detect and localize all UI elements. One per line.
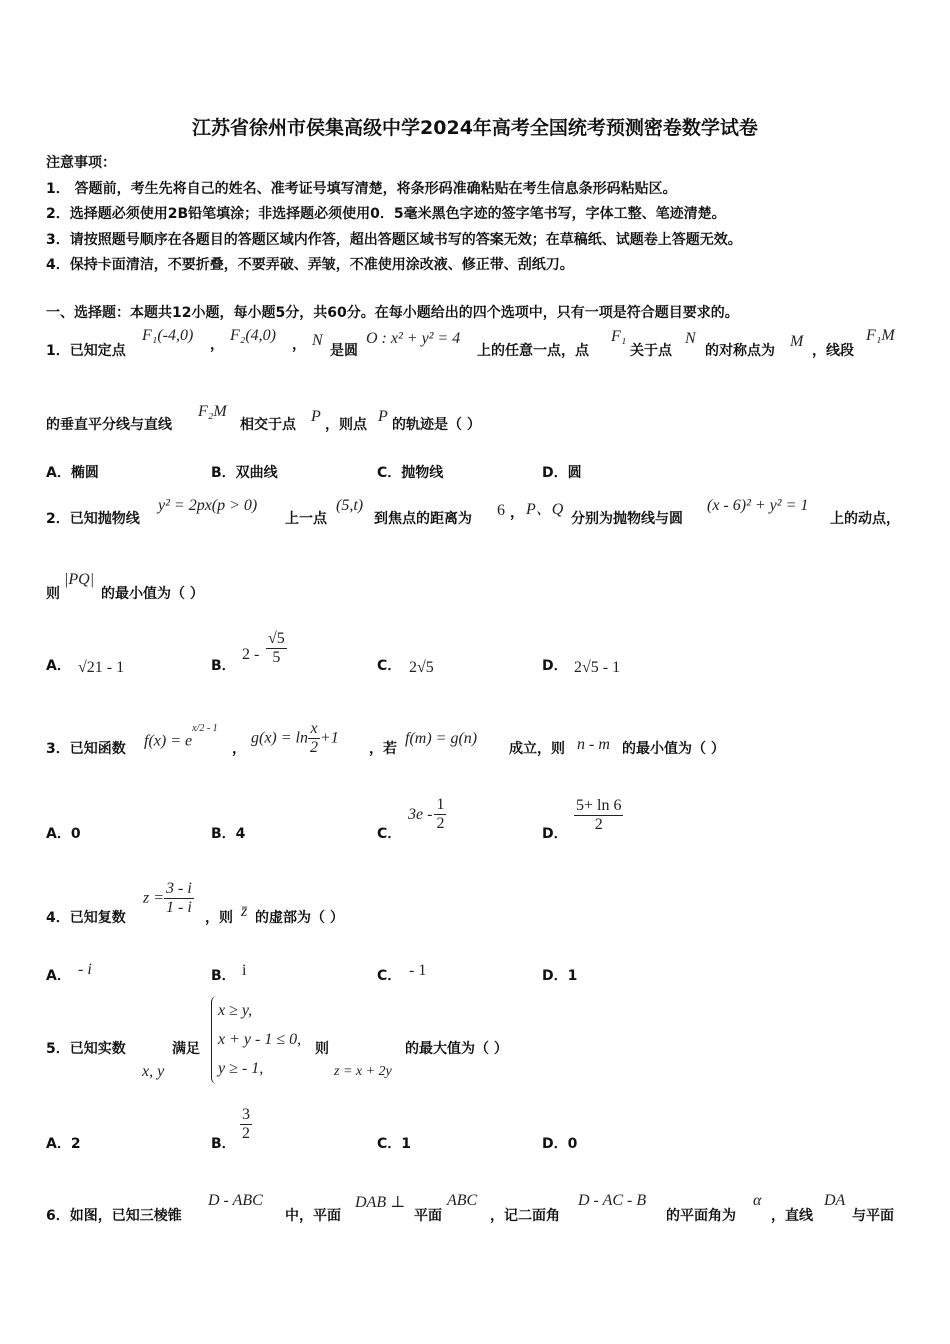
q3-option-c-prefix: 3e - xyxy=(408,805,433,823)
q1-text-5: 的对称点为 xyxy=(705,343,775,359)
q3-math-f-exponent: x/2 - 1 xyxy=(192,723,218,734)
q3-option-d-numerator: 5+ ln 6 xyxy=(576,797,622,814)
q5-option-a[interactable]: A．2 xyxy=(46,1136,81,1152)
q1-comma-2: ， xyxy=(292,337,306,353)
notice-heading: 注意事项： xyxy=(46,155,116,171)
q2-option-b-numerator: √5 xyxy=(268,630,285,647)
q3-math-nm: n - m xyxy=(577,736,610,753)
q2-math-six: 6 xyxy=(497,502,505,519)
q6-text-3: 平面 xyxy=(414,1208,442,1224)
q3-option-d[interactable]: D． xyxy=(542,826,568,842)
q6-text-2: 中，平面 xyxy=(285,1208,341,1224)
q1-text-1: 1．已知定点 xyxy=(46,343,126,359)
q4-text-1: 4．已知复数 xyxy=(46,910,126,926)
q2-option-b-denominator: 5 xyxy=(272,649,281,666)
q1-math-p: P xyxy=(311,408,321,425)
q3-text-4: 的最小值为（ ） xyxy=(622,741,725,757)
q2-math-parabola: y² = 2px(p > 0) xyxy=(158,497,258,514)
notice-item-4: 4．保持卡面清洁，不要折叠，不要弄破、弄皱，不准使用涂改液、修正带、刮纸刀。 xyxy=(46,257,574,273)
q1-math-f1: F₁(-4,0) xyxy=(142,327,194,344)
q3-math-g: g(x) = ln xyxy=(251,729,308,747)
q1-text-3: 上的任意一点，点 xyxy=(477,343,589,359)
q6-math-dab: DAB ⊥ xyxy=(355,1194,406,1211)
q3-text-3: 成立，则 xyxy=(509,741,565,757)
q4-math-zbar: z̄ xyxy=(241,903,248,920)
q1-math-circle: O : x² + y² = 4 xyxy=(366,330,461,347)
q2-text-4: 分别为抛物线与圆 xyxy=(571,511,683,527)
q2-text-1: 2．已知抛物线 xyxy=(46,511,140,527)
q2-text-3: 到焦点的距离为 xyxy=(374,511,472,527)
notice-item-1: 1． 答题前，考生先将自己的姓名、准考证号填写清楚，将条形码准确粘贴在考生信息条形码粘贴区。 xyxy=(46,181,677,197)
q6-math-abc: ABC xyxy=(447,1192,478,1209)
notice-item-2: 2．选择题必须使用2B铅笔填涂；非选择题必须使用0．5毫米黑色字迹的签字笔书写，字体工整、笔迹清楚。 xyxy=(46,206,726,222)
q1-math-f2: F₂(4,0) xyxy=(230,327,276,344)
q3-math-eq: f(m) = g(n) xyxy=(405,730,478,747)
q4-option-d[interactable]: D．1 xyxy=(542,968,578,984)
q4-option-a-value: - i xyxy=(78,961,92,978)
q4-math-z: z = xyxy=(143,889,165,907)
q5-math-z: z = x + 2y xyxy=(334,1064,392,1079)
q1-math-f2m: F₂M xyxy=(198,403,227,420)
q6-text-5: 的平面角为 xyxy=(666,1208,736,1224)
q2-option-a[interactable]: A． xyxy=(46,658,71,674)
q2-option-c-value: 2√5 xyxy=(409,659,434,676)
q2-comma: ， xyxy=(510,505,524,521)
q1-comma: ， xyxy=(210,337,224,353)
q3-option-d-denominator: 2 xyxy=(594,816,603,833)
q2-math-circle: (x - 6)² + y² = 1 xyxy=(707,497,809,514)
q5-text-1: 5．已知实数 xyxy=(46,1041,126,1057)
q1-text-8: 相交于点 xyxy=(240,417,296,433)
q5-option-c[interactable]: C．1 xyxy=(377,1136,412,1152)
q4-math-z-denominator: 1 - i xyxy=(166,899,192,916)
q3-text-1: 3．已知函数 xyxy=(46,741,126,757)
page-title: 江苏省徐州市侯集高级中学2024年高考全国统考预测密卷数学试卷 xyxy=(192,117,758,139)
q3-math-g-denominator: 2 xyxy=(310,739,318,756)
q4-math-z-numerator: 3 - i xyxy=(166,880,192,897)
q3-text-2: ，若 xyxy=(369,741,397,757)
q2-text-7: 的最小值为（ ） xyxy=(101,586,204,602)
q3-math-g-tail: +1 xyxy=(320,729,339,747)
q5-constraint-2: x + y - 1 ≤ 0, xyxy=(218,1031,302,1048)
q2-option-a-value: √21 - 1 xyxy=(78,659,125,676)
q2-option-d[interactable]: D． xyxy=(542,658,568,674)
q4-option-a[interactable]: A． xyxy=(46,968,71,984)
q3-option-c[interactable]: C． xyxy=(377,826,402,842)
q2-option-b[interactable]: B． xyxy=(211,658,236,674)
q2-math-point: (5,t) xyxy=(336,497,364,514)
q6-math-pyramid: D - ABC xyxy=(208,1192,263,1209)
q1-text-4: 关于点 xyxy=(630,343,672,359)
q5-constraint-1: x ≥ y, xyxy=(218,1002,253,1019)
q4-option-b-value: i xyxy=(242,962,247,979)
q5-constraint-3: y ≥ - 1, xyxy=(218,1060,264,1077)
q6-text-6: ，直线 xyxy=(771,1208,813,1224)
section-heading: 一、选择题：本题共12小题，每小题5分，共60分。在每小题给出的四个选项中，只有一项是符合题目要求的。 xyxy=(46,305,739,321)
q5-option-b-denominator: 2 xyxy=(242,1125,250,1142)
q1-text-10: 的轨迹是（ ） xyxy=(392,417,481,433)
q6-math-alpha: α xyxy=(753,1192,762,1209)
q5-constraint-system xyxy=(211,996,301,1084)
q1-text-2: 是圆 xyxy=(330,343,358,359)
q1-math-nb: N xyxy=(685,330,696,347)
q1-option-b[interactable]: B．双曲线 xyxy=(211,465,278,481)
q5-option-d[interactable]: D．0 xyxy=(542,1136,578,1152)
q1-option-a[interactable]: A．椭圆 xyxy=(46,465,99,481)
q4-text-3: 的虚部为（ ） xyxy=(255,910,344,926)
q1-option-c[interactable]: C．抛物线 xyxy=(377,465,444,481)
q1-math-n: N xyxy=(312,332,323,349)
q2-option-d-value: 2√5 - 1 xyxy=(574,659,621,676)
q3-option-c-denominator: 2 xyxy=(436,815,445,832)
q2-option-c[interactable]: C． xyxy=(377,658,402,674)
q3-math-g-numerator: x xyxy=(308,720,320,739)
q6-text-4: ，记二面角 xyxy=(490,1208,560,1224)
q6-math-dihedral: D - AC - B xyxy=(578,1192,647,1209)
q5-text-4: 的最大值为（ ） xyxy=(405,1041,508,1057)
q1-math-f1b: F₁ xyxy=(611,328,627,345)
q6-text-1: 6．如图，已知三棱锥 xyxy=(46,1208,182,1224)
q1-option-d[interactable]: D．圆 xyxy=(542,465,582,481)
q2-text-6: 则 xyxy=(46,586,60,602)
q6-text-7: 与平面 xyxy=(852,1208,894,1224)
q2-text-5: 上的动点， xyxy=(830,511,900,527)
q5-option-b[interactable]: B． xyxy=(211,1136,236,1152)
q5-math-xy: x, y xyxy=(142,1063,165,1080)
q2-math-abspq: |PQ| xyxy=(64,571,95,588)
q4-text-2: ，则 xyxy=(205,910,233,926)
q1-text-6: ，线段 xyxy=(812,343,854,359)
q1-math-m: M xyxy=(790,333,804,350)
q4-option-c-value: - 1 xyxy=(409,962,427,979)
q5-text-2: 满足 xyxy=(172,1041,200,1057)
q2-text-2: 上一点 xyxy=(285,511,327,527)
q3-option-b[interactable]: B．4 xyxy=(211,826,246,842)
q3-math-f: f(x) = e xyxy=(144,732,193,750)
notice-item-3: 3．请按照题号顺序在各题目的答题区域内作答，超出答题区域书写的答案无效；在草稿纸、试题卷上答题无效。 xyxy=(46,232,742,248)
q1-text-7: 的垂直平分线与直线 xyxy=(46,417,172,433)
q1-math-p2: P xyxy=(378,408,388,425)
q1-math-f1m: F₁M xyxy=(866,327,895,344)
q3-comma: ， xyxy=(232,741,246,757)
q4-option-b[interactable]: B． xyxy=(211,968,236,984)
q3-option-c-numerator: 1 xyxy=(436,796,445,813)
q1-text-9: ，则点 xyxy=(325,417,367,433)
q6-math-da: DA xyxy=(824,1192,846,1209)
q3-option-a[interactable]: A．0 xyxy=(46,826,81,842)
q2-math-pq: P、Q xyxy=(526,501,564,518)
q2-option-b-prefix: 2 - xyxy=(242,646,260,663)
q5-option-b-numerator: 3 xyxy=(242,1106,250,1123)
q5-text-3: 则 xyxy=(315,1041,329,1057)
q4-option-c[interactable]: C． xyxy=(377,968,402,984)
